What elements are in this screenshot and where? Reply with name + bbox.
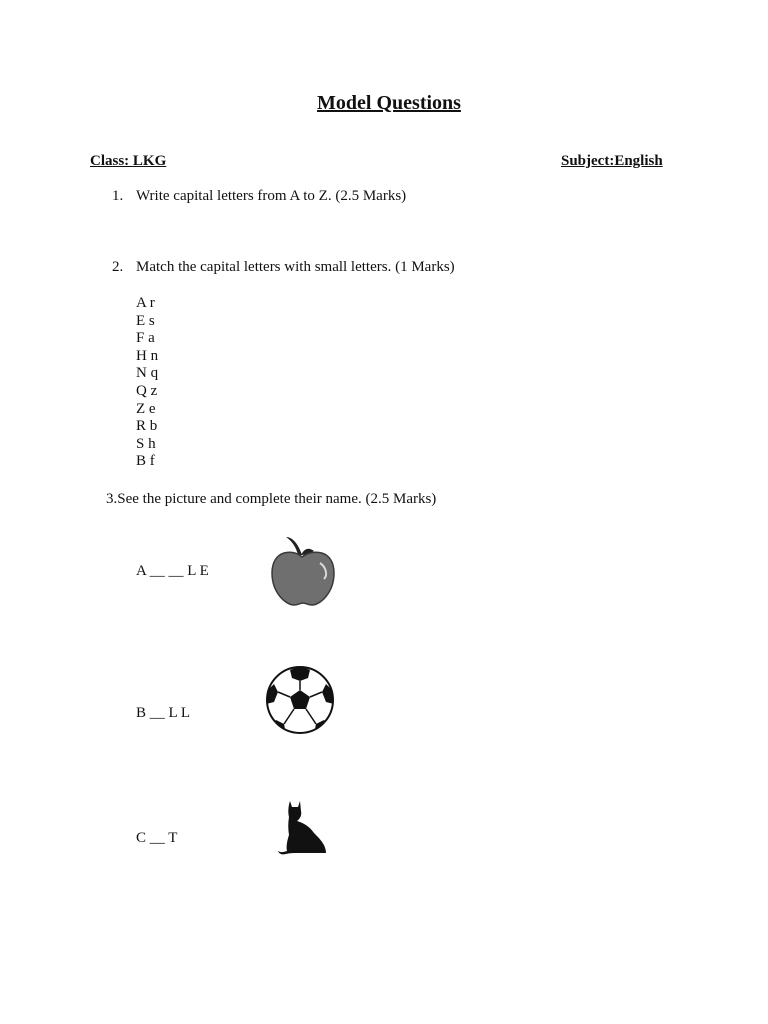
- fill-blank-word: A __ __ L E: [136, 563, 209, 579]
- question-number: 1.: [112, 188, 124, 204]
- letter-pair: Q z: [136, 382, 158, 399]
- soccer-ball-icon: [264, 664, 336, 736]
- letter-pair: H n: [136, 347, 159, 364]
- question-text: Match the capital letters with small letters. (1 Marks): [136, 259, 455, 275]
- fill-blank-word: C __ T: [136, 830, 178, 846]
- letter-pairs-list: [136, 295, 158, 471]
- question-3: 3.See the picture and complete their name. (2.5 Marks): [106, 491, 437, 507]
- class-label: Class: LKG: [90, 153, 167, 169]
- letter-pair: B f: [136, 453, 155, 470]
- letter-pair: F a: [136, 330, 155, 347]
- letter-pair: Z e: [136, 400, 156, 417]
- subject-label: Subject:English: [561, 153, 663, 169]
- letter-pair: S h: [136, 435, 156, 452]
- cat-icon: [276, 799, 330, 857]
- fill-blank-word: B __ L L: [136, 705, 191, 721]
- letter-pair: A r: [136, 295, 155, 311]
- letter-pair: R b: [136, 418, 158, 435]
- letter-pair: N q: [136, 365, 159, 382]
- letter-pair: E s: [136, 312, 155, 329]
- apple-icon: [268, 535, 338, 607]
- question-number: 2.: [112, 259, 124, 275]
- question-text: Write capital letters from A to Z. (2.5 Marks): [136, 188, 407, 204]
- page-title: Model Questions: [317, 92, 461, 114]
